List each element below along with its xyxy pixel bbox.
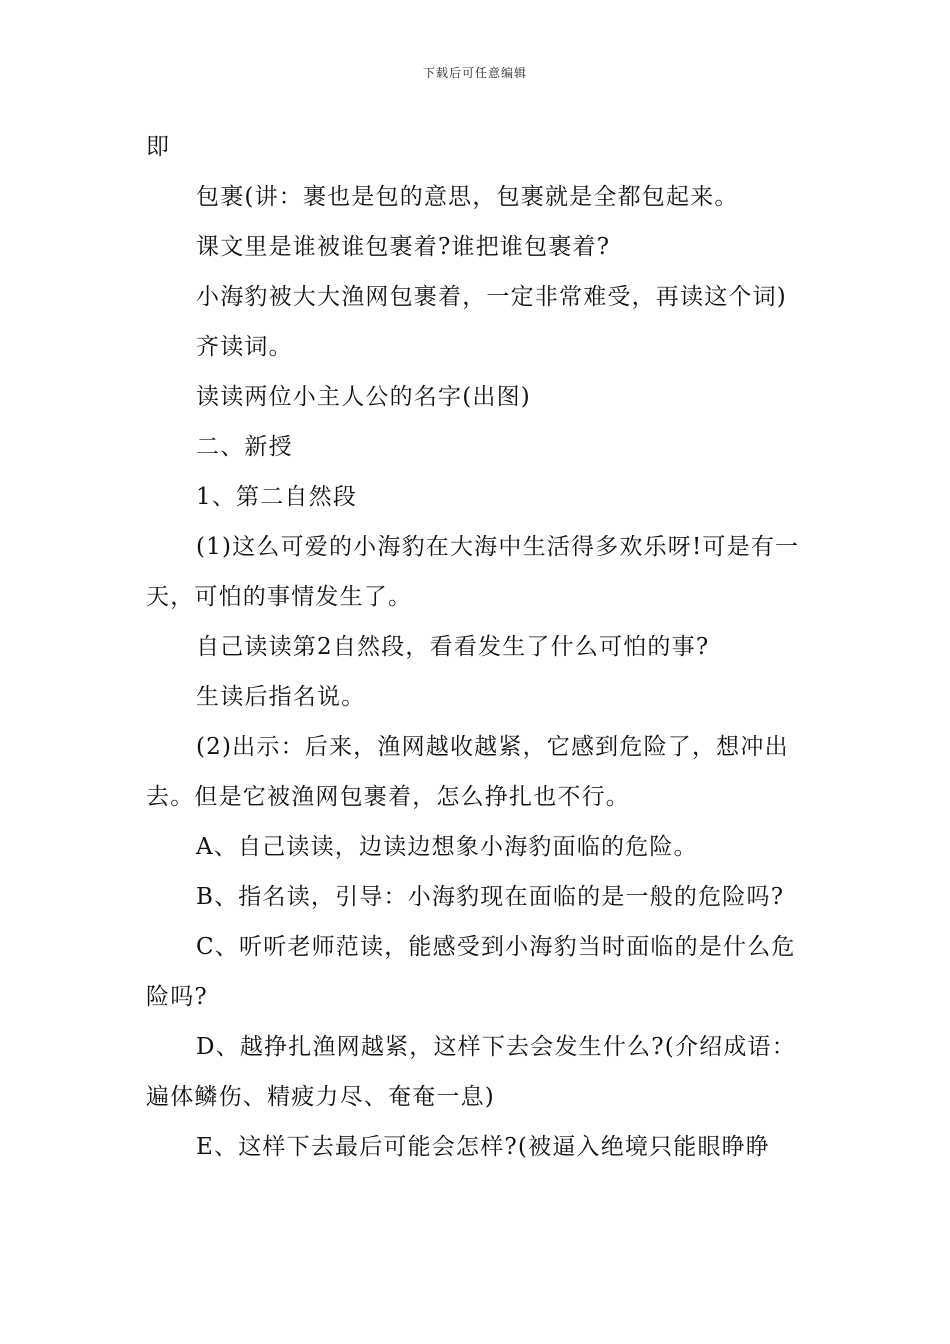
paragraph: (2)出示：后来，渔网越收越紧，它感到危险了，想冲出去。但是它被渔网包裹着，怎么挣扎也不行。 — [146, 734, 789, 810]
list-item: D、越挣扎渔网越紧，这样下去会发生什么?(介绍成语：遍体鳞伤、精疲力尽、奄奄一息) — [146, 1034, 796, 1110]
paragraph: (1)这么可爱的小海豹在大海中生活得多欢乐呀!可是有一天，可怕的事情发生了。 — [146, 534, 800, 610]
document-body — [146, 122, 816, 1172]
list-item: B、指名读，引导：小海豹现在面临的是一般的危险吗? — [196, 884, 785, 910]
paragraph: 自己读读第2自然段，看看发生了什么可怕的事? — [196, 634, 710, 660]
list-item: A、自己读读，边读边想象小海豹面临的危险。 — [196, 834, 698, 860]
paragraph: 包裹(讲：裹也是包的意思，包裹就是全都包起来。 — [196, 184, 739, 210]
paragraph: 即 — [146, 134, 171, 160]
paragraph: 小海豹被大大渔网包裹着，一定非常难受，再读这个词) — [196, 284, 787, 310]
list-item: C、听听老师范读，能感受到小海豹当时面临的是什么危险吗? — [146, 934, 796, 1010]
paragraph: 生读后指名说。 — [196, 684, 366, 710]
section-heading: 二、新授 — [196, 434, 293, 460]
paragraph: 读读两位小主人公的名字(出图) — [196, 384, 531, 410]
paragraph: 课文里是谁被谁包裹着?谁把谁包裹着? — [196, 234, 611, 260]
subsection-heading: 1、第二自然段 — [196, 484, 358, 510]
list-item: E、这样下去最后可能会怎样?(被逼入绝境只能眼睁睁 — [196, 1134, 771, 1160]
paragraph: 齐读词。 — [196, 334, 293, 360]
page-header: 下载后可任意编辑 — [422, 66, 527, 80]
